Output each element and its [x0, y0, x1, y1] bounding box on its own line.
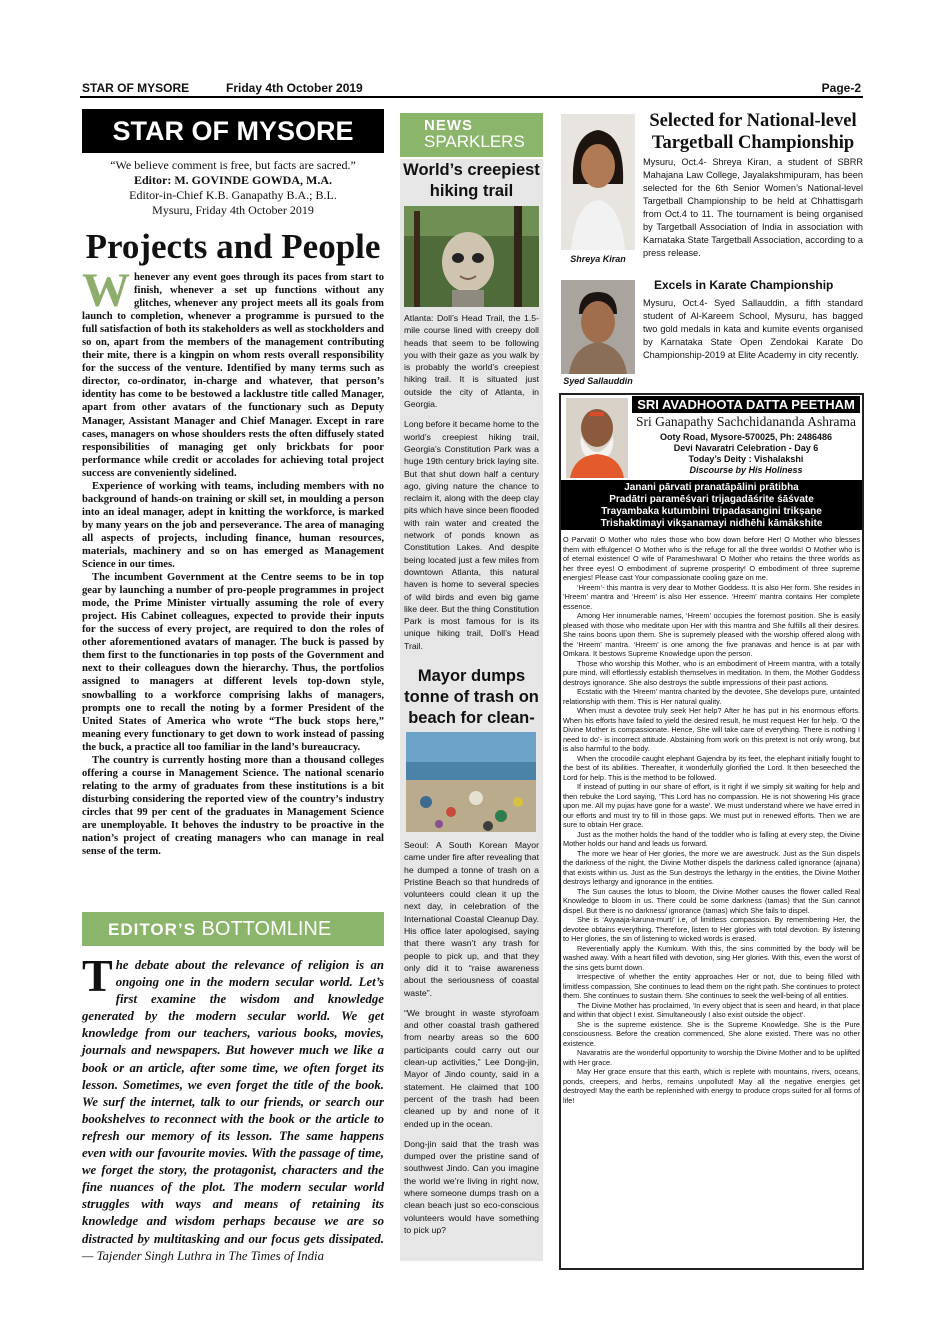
editor-in-chief: Editor-in-Chief K.B. Ganapathy B.A.; B.L. [129, 188, 337, 202]
bottomline-dropcap: T [82, 950, 113, 1001]
sparklers-label: SPARKLERS [424, 132, 525, 151]
portrait-syed [561, 280, 635, 374]
editorial-paragraph: Experience of working with teams, including members with no background of hands-on training or skill set, in moulding a person into an ideal manager, adept in knitting the workforce, is marked by many years on the job and perseverance. The area of managing all aspects of projects, including finance, human resources, materials, machinery and so on has emerged as Management Science in our times. [82, 480, 384, 571]
bottomline-label-bold: EDITOR’S [108, 920, 196, 939]
right-subheadline: Excels in Karate Championship [654, 278, 834, 292]
bottomline-label: BOTTOMLINE [201, 918, 332, 940]
editorial-headline: Projects and People [85, 227, 381, 266]
ad-paragraph: When must a devotee truly seek Her help? After he has put in his enormous efforts. When his efforts have failed to yield the desired result, he must request Her for help. ‘O the Divine Mother is compassionate. Hence, She will take care of everything. There is nothing I need to do’- is incorrect attitude. Abstaining from work on this pretext is not only wrong, but is also harmful to the body. [563, 706, 860, 753]
ad-title: SRI AVADHOOTA DATTA PEETHAM [632, 396, 860, 413]
creed-quote: “We believe comment is free, but facts are sacred.” [110, 158, 356, 172]
bottomline-text [82, 950, 384, 1265]
photo-caption: Syed Sallauddin [563, 376, 633, 386]
editor-name: Editor: M. GOVINDE GOWDA, M.A. [134, 173, 332, 187]
page-header [80, 80, 863, 98]
editorial-paragraph: henever any event goes through its paces from start to finish, whenever a set up functions without any glitches, whenever any project meets all its goals from launch to completion, whenever a programme is pursued to the full satisfaction of both its stakeholders as well as stockholders and so on, apart from the members of the management contributing their mite, there is a kingpin on whom rests overall responsibility for the success of the venture. Identified by many terms such as director, co-ordinator, in-charge and whatever, that person’s identity has come to be bestowed a lacklustre title called Manager, apart from other avatars of the functionary such as Deputy Manager, Assistant Manager and Chief Manager. Except in rare cases, managers on whose shoulders rests the often diffusely stated responsibilities of managing get only brickbats for poor performance while credit or accolades for achieving total project success are conveniently sidelined. [82, 272, 384, 479]
story-paragraph: Dong-jin said that the trash was dumped over the pristine sand of southwest Jindo. Can you imagine the world we’re living in right now, where someone dumps trash on a clean beach just so eco-conscious volunteers would have something to pick up? [404, 1138, 539, 1235]
ad-paragraph: ‘Hreem’- this mantra is very dear to Mother Goddess. It is also Her form. She resides in ‘Hreem’ mantra and ‘Hreem’ is also Her essence. ‘Hreem’ mantra contains Her complete essence. [563, 582, 860, 611]
ad-paragraph: Reverentially apply the Kumkum. With this, the sins committed by the body will be washed away. With a heart filled with devotion, sing Her glories. With this, even the worst of the sins gets burnt down. [563, 943, 860, 972]
ad-paragraph: Just as the mother holds the hand of the toddler who is falling at every step, the Divine Mother holds our hand and leads us forward. [563, 829, 860, 848]
story-headline: World’s creepiest hiking trail [403, 161, 540, 200]
ad-paragraph: She is ‘Avyaaja-karuna-murti’ i.e, of limitless compassion. By remembering Her, the devotee obtains everything. Therefore, listen to Her glories with total devotion. By listening to Her glories, the sin of listening to wicked words is erased. [563, 915, 860, 943]
bottomline-credit: — Tajender Singh Luthra in The Times of India [82, 1248, 324, 1263]
right-story: Mysuru, Oct.4- Syed Sallauddin, a fifth standard student of Al-Kareem School, Mysuru, has bagged two gold medals in kata and kumite events organised by Karnataka State Open Zendokai Karate Do Championship-2019 at Elite Academy in city recently. [643, 298, 863, 360]
ad-discourse: Discourse by His Holiness [689, 465, 803, 475]
ad-address: Ooty Road, Mysore-570025, Ph: 2486486 [659, 432, 833, 442]
ad-subtitle: Sri Ganapathy Sachchidananda Ashrama [635, 414, 857, 429]
right-headline: Selected for National-level Targetball Championship [649, 111, 857, 153]
right-story: Mysuru, Oct.4- Shreya Kiran, a student of SBRR Mahajana Law College, Jayalakshmipuram, has been selected for the 6th Senior Women’s National-level Targetball Championship to be held at Chhattisgarh from Oct.4 to 11. The tournament is being organised by Targetball Association of India in association with Karnataka State Targetball Association, according to a press release. [643, 157, 863, 258]
editorial-paragraph: The country is currently hosting more than a thousand colleges offering a course in Management Science. The national scenario relating to the army of graduates from these institutions is a bit disturbing considering the reported view of the country’s industry circles that 99 per cent of the graduates in Management Science are unemployable. It behoves the industry to be proactive in the nation’s project of creating managers who can manage in real sense of the term. [82, 754, 384, 858]
doll-head-photo [404, 206, 539, 307]
editorial-creed [82, 158, 384, 218]
portrait-shreya [561, 114, 635, 250]
ad-paragraph: If instead of putting in our share of effort, is it right if we simply sit waiting for help and then rebuke the Lord saying, ‘This Lord has no compassion. He is not showering His grace upon me. All my pujas have gone for a waste’. We must understand where we have erred in our efforts and must try to fill in those gaps. We must put in renewed efforts. Then we are sure to obtain Her grace. [563, 782, 860, 829]
ad-paragraph: May Her grace ensure that this earth, which is replete with mountains, rivers, oceans, ponds, creepers, and herbs, remains unpolluted! May all the negative energies get destroyed! May the earth be replenished with energy to produce crops suited for all forms of life! [563, 1067, 860, 1105]
story-paragraph: Seoul: A South Korean Mayor came under fire after revealing that he dumped a tonne of trash on a Pristine Beach so that hundreds of volunteers could clean it up the next day, in celebration of the International Coastal Cleanup Day. His office later apologised, saying that there wasn’t any trash for people to pick up, and that they only did it to “raise awareness about the seriousness of coastal waste”. [404, 840, 539, 998]
mantra-line: Janani pārvati pranatāpālini prātibha [624, 482, 799, 493]
editorial-body [82, 264, 384, 858]
ad-paragraph: Irrespective of whether the entity approaches Her or not, due to being filled with limitless compassion, She continues to lead them on the right path. She continues to protect them. She continues to sustain them. She continues to seek the well-being of all entities. [563, 972, 860, 1000]
story-headline: Mayor dumps tonne of trash on beach for clean- [404, 667, 539, 727]
story-paragraph: “We brought in waste styrofoam and other coastal trash gathered from nearby areas so the 600 participants could carry out our clean-up activities,” Lee Dong-jin, Mayor of Jindo county, said in a statement. He claimed that 100 percent of the trash had been cleaned up by and none of it ended up in the ocean. [404, 1007, 539, 1129]
bottomline-body: he debate about the relevance of religion is an ongoing one in the modern secular world. Let’s first examine the wisdom and knowledge generated by the modern secular world. We get knowledge from our teachers, various books, movies, journals and newspapers. But however much we like a book or an article, after some time, we often forget its lesson. Sometimes, we even forget the title of the book. We surf the internet, talk to our friends, or search our bookshelves to reconnect with the book or the article to refresh our memory of its lesson. The same happens even with our favourite movies. With the passage of time, we forget the story, the protagonist, characters and the fine nuances of the plot. The modern secular world struggles with ways and means of retaining its knowledge and wisdom perhaps because we are so distracted by multitasking and our focus gets dissipated. [82, 958, 384, 1246]
bottomline-banner [82, 912, 384, 946]
portrait-swamiji [566, 398, 628, 478]
ad-event: Devi Navaratri Celebration - Day 6 [673, 443, 819, 453]
ad-paragraph: O Parvati! O Mother who rules those who bow down before Her! O Mother who blesses them with effulgence! O Mother who is the refuge for all the three worlds! O Mother who is of eternal existence! O wife of Parameshwara! O Mother who retains the three worlds as her three eyes! O embodiment of supreme prosperity! O embodiment of three supreme energies! Please cast Your compassionate cooling gaze on me. [563, 535, 860, 582]
ad-details [632, 432, 860, 476]
ad-discourse-text [563, 535, 860, 1105]
story-body [404, 312, 539, 660]
ad-paragraph: The more we hear of Her glories, the more we are awestruck. Just as the Sun dispels the darkness of the night, the Divine Mother dispels the darkness called ignorance (ajnana) that exists within us. Just as the Sun destroys the lethargy in the entities, the Divine Mother destroys lethargy and ignorance in the entities. [563, 848, 860, 886]
ad-paragraph: When the crocodile caught elephant Gajendra by its feet, the elephant initially fought to the best of its abilities. Thereafter, it wonderfully glorified the Lord. It then beseeched the Lord for help. This is the method to be followed. [563, 753, 860, 782]
ad-paragraph: Navaratris are the wonderful opportunity to worship the Divine Mother and to be uplifted with Her grace. [563, 1048, 860, 1067]
sparklers-banner [400, 113, 543, 157]
beach-trash-photo [406, 732, 536, 832]
sparklers-news-label: NEWS [424, 117, 473, 134]
editorial-paragraph: The incumbent Government at the Centre seems to be in top gear by launching a number of pro-people programmes in project mode, the Prime Minister virtually assuming the role of every project. His Cabinet colleagues, expected to provide their inputs for the success of every project, are required to don the roles of other aforementioned avatars of manager. The buck is passed by them first to the functionaries in top posts of the Government and next to their colleagues down the hierarchy. Thus, the portfolios assigned to managers at different levels top-down style, snowballing to a workforce comprising lakhs of managers, prompts one to recall the noting by a former President of the United States of America who wrote “The buck stops here,” meaning every functionary to get down to work instead of passing the buck, a practice all too familiar in the land’s bureaucracy. [82, 572, 384, 753]
header-paper-name: STAR OF MYSORE [82, 81, 190, 95]
header-date: Friday 4th October 2019 [226, 81, 363, 95]
header-page-number: Page-2 [821, 81, 861, 95]
mantra-line: Pradātri paramēśvari trijagadāśrite śāśvate [609, 494, 814, 505]
story-body [404, 839, 539, 1244]
ad-paragraph: Those who worship this Mother, who is an embodiment of Hreem mantra, with a totally pure mind, will effortlessly establish themselves in meditation. In them, the Mother Goddess destroys ignorance. She also destroys the subtle impressions of their past actions. [563, 658, 860, 687]
story-paragraph: Atlanta: Doll’s Head Trail, the 1.5-mile course lined with creepy doll heads that seem to be following you with their gaze as you walk by is probably the world’s creepiest hiking trail. It is situated just outside the city of Atlanta, in Georgia. [404, 313, 539, 410]
editorial-dropcap: W [82, 264, 130, 317]
story-paragraph: Long before it became home to the world’s creepiest hiking trail, Georgia’s Constitution Park was a huge 19th century brick laying site. But that shut down half a century ago, giving nature the chance to reclaim it, along with the deep clay pits which have since been flooded with rain water and created the network of ponds known as Constitution Lakes. And despite being located just a few miles from downtown Atlanta, this natural haven is home to several species of wild birds and even big game like deer. But the thing Constitution Park is most famous for is its unique hiking trail, Doll’s Head Trail. [404, 419, 539, 651]
ad-deity: Today’s Deity : Vishalakshi [688, 454, 804, 464]
ad-paragraph: Among Her innumerable names, ‘Hreem’ occupies the foremost position. She is easily pleased with those who meditate upon Her with this mantra and She fulfills all their desires. She rains boons upon them. She is supremely pleased with the worship offered along with the ‘Hreem’ mantra. ‘Hreem’ is one among the five pranavas and hence is at par with Omkara. It bestows Supreme Knowledge upon the person. [563, 611, 860, 658]
editorial-dateline: Mysuru, Friday 4th October 2019 [152, 203, 314, 217]
ad-paragraph: The Sun causes the lotus to bloom, the Divine Mother causes the flower called Real Knowledge to bloom in us. There could be some darkness (tamas) that the Sun cannot dispel. But there is no darkness/ ignorance (tamas) which She fails to dispel. [563, 886, 860, 915]
ad-paragraph: The Divine Mother has proclaimed, ‘In every object that is seen and heard, in that place and within that object I exist. Simultaneously I also exist outside the object’. [563, 1000, 860, 1019]
mantra-line: Trayambaka kutumbini tripadasangini trikṣaṇe [601, 506, 822, 517]
masthead: STAR OF MYSORE [82, 109, 384, 153]
mantra-line: Trishaktimayi vikṣanamayi nidhēhi kāmākshite [600, 518, 823, 529]
mantra-box [561, 480, 862, 530]
ad-paragraph: She is the supreme existence. She is the Supreme Knowledge. She is the Pure consciousness. Before the creation commenced, She alone existed. There was no other existence. [563, 1019, 860, 1048]
ad-paragraph: Ecstatic with the ‘Hreem’ mantra chanted by the devotee, She develops pure, untainted relationship with them. This is Her natural quality. [563, 687, 860, 706]
photo-caption: Shreya Kiran [570, 254, 626, 264]
